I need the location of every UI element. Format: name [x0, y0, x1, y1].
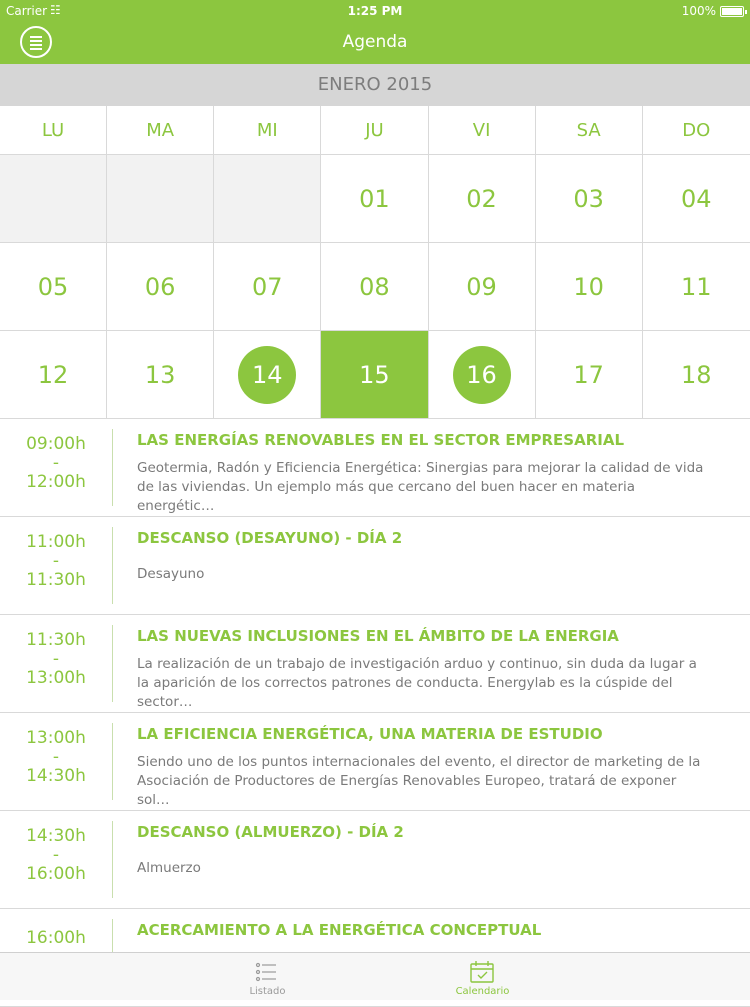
- day-cell[interactable]: 06: [107, 243, 214, 330]
- weekday-label: SA: [536, 106, 643, 154]
- tab-bar: [0, 952, 750, 1000]
- event-description: Desayuno: [137, 566, 205, 582]
- day-cell-event[interactable]: [214, 331, 321, 418]
- day-cell[interactable]: 02: [429, 155, 536, 242]
- day-cell[interactable]: 09: [429, 243, 536, 330]
- day-cell[interactable]: 03: [536, 155, 643, 242]
- day-cell-event[interactable]: [429, 331, 536, 418]
- day-cell[interactable]: 12: [0, 331, 107, 418]
- event-title: DESCANSO (ALMUERZO) - DÍA 2: [137, 823, 404, 841]
- empty-day-cell: [107, 155, 214, 242]
- day-cell[interactable]: 01: [321, 155, 428, 242]
- event-time: 11:00h - 11:30h: [26, 532, 86, 590]
- divider: [112, 429, 113, 506]
- tab-label: Calendario: [455, 986, 510, 997]
- list-item[interactable]: [0, 811, 750, 909]
- empty-day-cell: [0, 155, 107, 242]
- calendar-week: [0, 155, 750, 243]
- weekday-label: LU: [0, 106, 107, 154]
- empty-day-cell: [214, 155, 321, 242]
- list-item[interactable]: [0, 615, 750, 713]
- day-cell[interactable]: 17: [536, 331, 643, 418]
- event-description: La realización de un trabajo de investigación arduo y continuo, sin duda da lugar a la aparición de los correctos patrones de conducta. Energylab es la cúspide del sector…: [137, 656, 697, 710]
- calendar-week: [0, 243, 750, 331]
- page-title: Agenda: [342, 32, 408, 52]
- event-day-marker: 16: [453, 346, 511, 404]
- event-description: Siendo uno de los puntos internacionales del evento, el director de marketing de la Asociación de Productores de Energías Renovables Europeo, tratará de exponer sol…: [137, 754, 701, 808]
- event-time: 13:00h - 14:30h: [26, 728, 86, 786]
- calendar-week: [0, 331, 750, 419]
- day-cell[interactable]: 04: [681, 184, 712, 213]
- divider: [112, 527, 113, 604]
- event-time: 16:00h: [26, 928, 86, 948]
- battery-percent: 100%: [681, 4, 716, 18]
- event-time: 09:00h - 12:00h: [26, 434, 86, 492]
- weekday-header-row: [0, 106, 750, 155]
- tab-calendario[interactable]: [295, 953, 670, 1001]
- list-item[interactable]: [0, 713, 750, 811]
- event-title: LAS ENERGÍAS RENOVABLES EN EL SECTOR EMPRESARIAL: [137, 431, 625, 449]
- day-cell[interactable]: 10: [536, 243, 643, 330]
- calendar-grid: [0, 106, 750, 419]
- day-cell[interactable]: 05: [0, 243, 107, 330]
- event-description: Geotermia, Radón y Eficiencia Energética: Sinergias para mejorar la calidad de vida de las viviendas. Un ejemplo más que cercano del buen hacer en materia energétic…: [137, 460, 704, 514]
- event-list: [0, 419, 750, 1007]
- divider: [112, 821, 113, 898]
- navigation-bar: [0, 0, 750, 64]
- day-cell[interactable]: 11: [681, 272, 712, 301]
- divider: [112, 723, 113, 800]
- day-cell-selected[interactable]: 15: [321, 331, 428, 418]
- wifi-icon: ☷: [50, 3, 61, 17]
- weekday-label: DO: [682, 119, 711, 141]
- day-cell[interactable]: 07: [214, 243, 321, 330]
- event-title: LA EFICIENCIA ENERGÉTICA, UNA MATERIA DE ESTUDIO: [137, 725, 603, 743]
- battery-icon: [720, 6, 744, 17]
- weekday-label: MI: [214, 106, 321, 154]
- weekday-label: JU: [321, 106, 428, 154]
- month-title: ENERO 2015: [0, 64, 750, 106]
- event-title: LAS NUEVAS INCLUSIONES EN EL ÁMBITO DE LA ENERGIA: [137, 627, 619, 645]
- event-title: DESCANSO (DESAYUNO) - DÍA 2: [137, 529, 403, 547]
- event-title: ACERCAMIENTO A LA ENERGÉTICA CONCEPTUAL: [137, 921, 542, 939]
- day-cell[interactable]: 13: [107, 331, 214, 418]
- event-time: 14:30h - 16:00h: [26, 826, 86, 884]
- calendar-icon: [469, 960, 495, 984]
- status-bar: [0, 0, 750, 22]
- weekday-label: VI: [429, 106, 536, 154]
- clock: 1:25 PM: [347, 4, 403, 18]
- event-description: Almuerzo: [137, 860, 201, 876]
- tab-label: Listado: [249, 986, 286, 997]
- carrier-label: Carrier: [6, 4, 48, 18]
- event-time: 11:30h - 13:00h: [26, 630, 86, 688]
- divider: [112, 625, 113, 702]
- day-cell[interactable]: 18: [681, 360, 712, 389]
- event-day-marker: 14: [238, 346, 296, 404]
- list-item[interactable]: [0, 419, 750, 517]
- day-cell[interactable]: 08: [321, 243, 428, 330]
- list-icon: [254, 960, 280, 984]
- weekday-label: MA: [107, 106, 214, 154]
- list-item[interactable]: [0, 517, 750, 615]
